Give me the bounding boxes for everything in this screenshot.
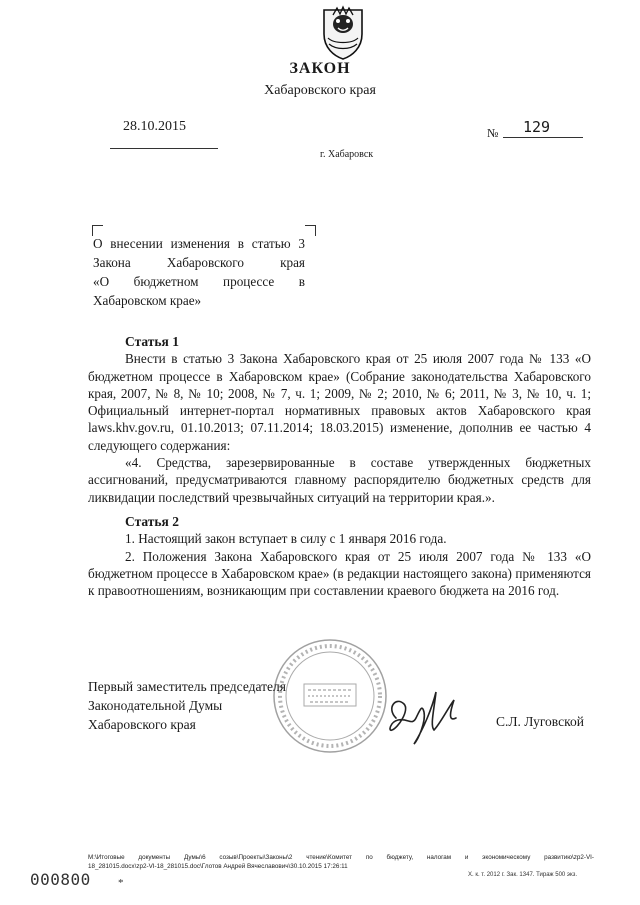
subject-line: Закона Хабаровского края — [93, 255, 305, 270]
article-2-paragraph: 1. Настоящий закон вступает в силу с 1 января 2016 года. — [125, 531, 447, 547]
article-1 — [88, 333, 591, 506]
article-2-heading: Статья 2 — [125, 514, 179, 529]
signatory-name: С.Л. Луговской — [496, 714, 584, 729]
role-line: Хабаровского края — [88, 717, 196, 732]
serial-number: 000800 — [30, 870, 91, 889]
city: г. Хабаровск — [320, 149, 374, 160]
document-title: ЗАКОН — [289, 60, 351, 77]
file-path-line: M:\Итоговые документы Думы\6 созыв\Проекты\Законы\2 чтение\Комитет по бюджету, налогам и экономическому развитию\zp2-VI- — [88, 854, 594, 861]
print-info: Х. к. т. 2012 г. Зак. 1347. Тираж 500 экз. — [468, 872, 578, 878]
law-number: 129 — [523, 118, 551, 136]
number-underline — [503, 137, 583, 138]
star-mark: * — [118, 877, 124, 889]
signatory-role — [88, 677, 286, 734]
article-2 — [88, 513, 591, 599]
law-date: 28.10.2015 — [123, 119, 186, 134]
subject-line: О внесении изменения в статью 3 — [93, 236, 305, 251]
article-1-paragraph: «4. Средства, зарезервированные в составе утвержденных бюджетных ассигнований, предусматриваются главному распорядителю бюджетных средств для ликвидации последствий чрезвычайных ситуаций на территории края.». — [88, 455, 591, 505]
article-2-paragraph: 2. Положения Закона Хабаровского края от 25 июля 2007 года № 133 «О бюджетном процессе в Хабаровском крае» (в редакции настоящего закона) применяются к правоотношениям, возникающим при составлении краевого бюджета на 2016 год. — [88, 548, 591, 599]
article-1-paragraph: Внести в статью 3 Закона Хабаровского края от 25 июля 2007 года № 133 «О бюджетном процессе в Хабаровском крае» (Собрание законодательства Хабаровского края, 2007, № 8, № 10; 2008, № 7, ч. 1; 2009, № 2; 2010, № 6; 2011, № 3, № 10, ч. 1; Официальный интернет-портал нормативных правовых актов Хабаровского края laws.khv.gov.ru, 01.10.2013; 07.11.2014; 18.03.2015) изменение, дополнив ее частью 4 следующего содержания: — [88, 351, 591, 453]
file-path-line: 18_281015.docx\zp2-VI-18_281015.doc\Глотов Андрей Вячеславович\30.10.2015 17:26:11 — [88, 863, 348, 870]
article-1-heading: Статья 1 — [125, 334, 179, 349]
law-subject — [93, 234, 305, 310]
coat-of-arms-icon — [318, 4, 368, 60]
number-label: № — [487, 126, 499, 140]
subject-line: «О бюджетном процессе в — [93, 274, 305, 289]
subject-line: Хабаровском крае» — [93, 293, 202, 308]
document-subtitle: Хабаровского края — [264, 83, 376, 98]
date-underline — [110, 148, 218, 149]
role-line: Первый заместитель председателя — [88, 679, 286, 694]
bracket-top-right — [305, 225, 316, 236]
signature-icon — [378, 678, 478, 748]
role-line: Законодательной Думы — [88, 698, 223, 713]
file-path-footer — [88, 853, 594, 871]
official-seal-icon — [270, 636, 390, 756]
